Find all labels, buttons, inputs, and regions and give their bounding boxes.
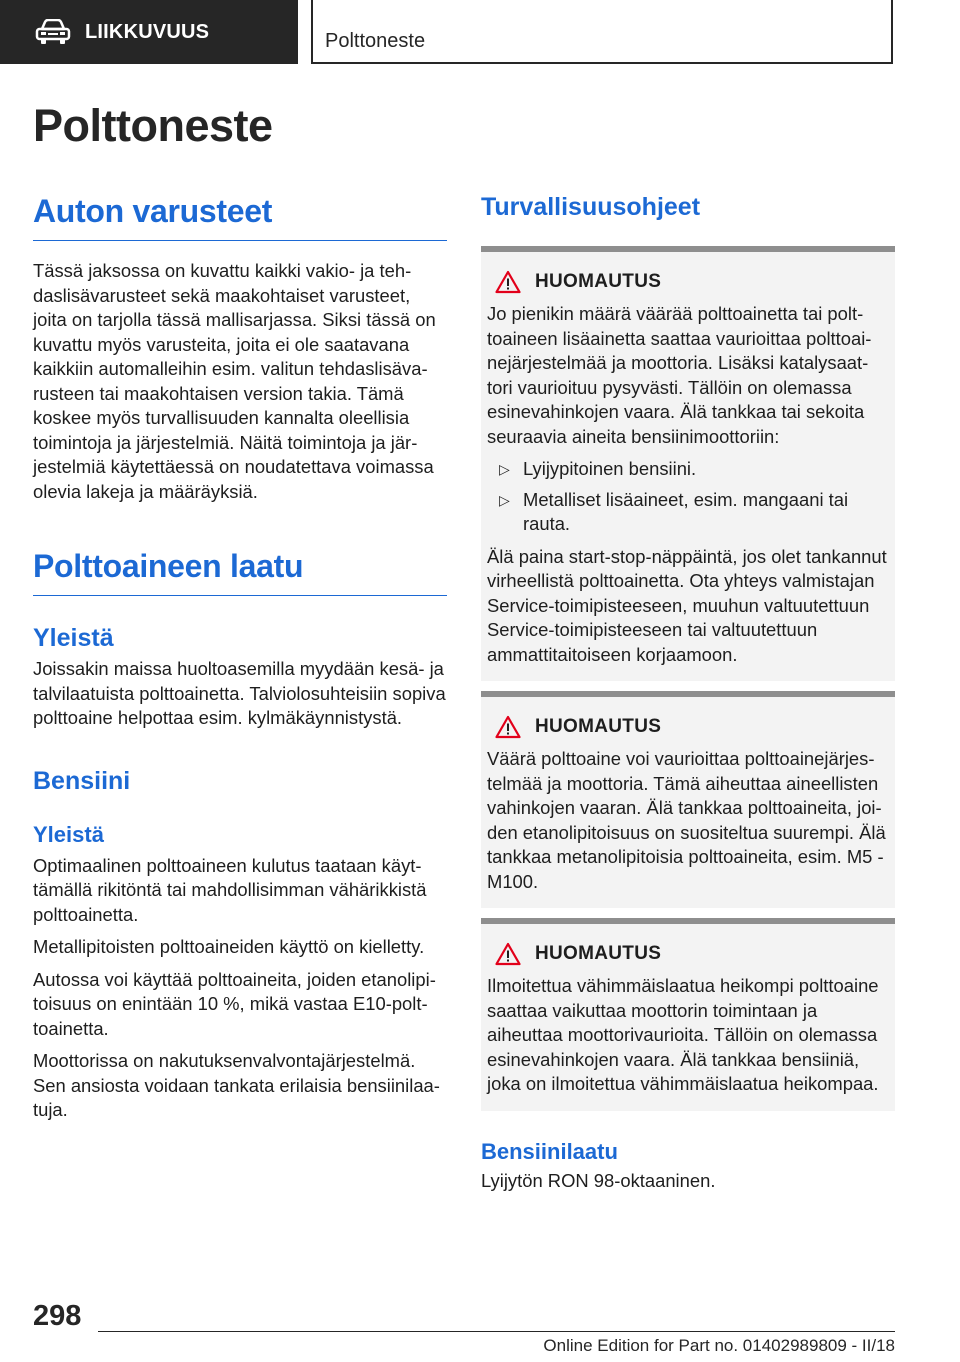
warning-icon: [495, 270, 521, 294]
notice-header: [487, 270, 887, 294]
page-title: Polttoneste: [33, 100, 273, 151]
heading-yleista: Yleistä: [33, 624, 114, 652]
page-number: 298: [33, 1300, 82, 1332]
heading-polttoaineen-laatu: Polttoaineen laatu: [33, 548, 447, 596]
triangle-bullet-icon: ▷: [499, 461, 510, 477]
notice-label: HUOMAUTUS: [535, 271, 662, 292]
notice-box: [481, 691, 895, 908]
bullet-list: [487, 457, 887, 537]
page-footer: [0, 1300, 960, 1362]
notice-header: [487, 942, 887, 966]
notice-text: Ilmoitettua vähimmäislaatua heikompi polttoaine saattaa vaikuttaa moottorin toimintaan ja aiheuttaa moottorivaurioita. Tällöin on olemassa esinevahinkojen vaara. Älä tankkaa bensiiniä, joka on ilmoitettua vähimmäislaatua heikompaa.: [487, 975, 879, 1094]
paragraph-yleista: Joissakin maissa huoltoasemilla myydään kesä- ja talvilaatuista polttoainetta. Talviolosuhteisiin sopiva polttoaine helpottaa esim. kylmäkäynnistystä.: [33, 658, 446, 728]
paragraph-bensiini-2: Metallipitoisten polttoaineiden käyttö on kielletty.: [33, 936, 425, 957]
breadcrumb: [311, 0, 893, 64]
notice-text-after: Älä paina start-stop-näppäintä, jos olet tankannut virheellistä polttoainetta. Ota yhteys valmistajan Service-toimipisteeseen, muuhun valtuutettuun Service-toimipisteeseen tai valtuutettuun ammattitaitoiseen korjaamoon.: [487, 545, 887, 665]
list-item-text: Lyijypitoinen bensiini.: [523, 458, 697, 479]
notice-label: HUOMAUTUS: [535, 716, 662, 737]
triangle-bullet-icon: ▷: [499, 491, 510, 508]
notice-text: Väärä polttoaine voi vaurioittaa polttoainejärjestelmää ja moottoria. Tämä aiheuttaa aineellisten vahinkojen vaaran. Älä tankkaa polttoaineita, joiden etanolipitoisuus on suositeltua suurempi. Älä tankkaa metanolipitoisia polttoaineita, esim. M5 - M100.: [487, 748, 886, 892]
notice-box: [481, 246, 895, 681]
heading-turvallisuusohjeet: Turvallisuusohjeet: [481, 193, 701, 221]
notice-text: Jo pienikin määrä väärää polttoainetta tai polttoaineen lisäainetta saattaa vaurioittaa polttoainejärjestelmää ja moottoria. Lisäksi katalysaattori vaurioituu pysyvästi. Tällöin on olemassa esinevahinkojen vaara. Älä tankkaa tai sekoita seuraavia aineita bensiinimoottoriin:: [487, 303, 872, 447]
warning-icon: [495, 942, 521, 966]
notice-box: [481, 918, 895, 1111]
list-item-text: Metalliset lisäaineet, esim. mangaani tai rauta.: [523, 488, 849, 534]
breadcrumb-title: Polttoneste: [325, 30, 426, 52]
paragraph-bensiini-4: Moottorissa on nakutuksenvalvontajärjestelmä. Sen ansiosta voidaan tankata erilaisia bensiinilaatuja.: [33, 1050, 440, 1120]
heading-bensiinilaatu: Bensiinilaatu: [481, 1138, 618, 1164]
paragraph-varusteet: Tässä jaksossa on kuvattu kaikki vakio- ja tehdaslisävarusteet sekä maakohtaiset varusteet, joita on tarjolla tässä mallisarjassa. Siksi tässä on kuvattu myös varusteita, joita ei ole saatavana kaikkiin automalleihin esim. valitun tehdaslisävarusteen tai maakohtaisen version takia. Tämä koskee myös turvallisuuden kannalta oleellisia toimintoja ja järjestelmiä. Näitä toimintoja ja järjestelmiä käytettäessä on noudatettava voimassa olevia lakeja ja määräyksiä.: [33, 260, 436, 502]
edition-text: Online Edition for Part no. 01402989809 - II/18: [543, 1336, 895, 1355]
notice-header: [487, 715, 887, 739]
warning-icon: [495, 715, 521, 739]
list-item: [487, 457, 887, 482]
left-column: [33, 193, 447, 1123]
section-tab: [0, 0, 298, 64]
right-column: [481, 193, 895, 1193]
page-header: [0, 0, 960, 66]
heading-auton-varusteet: Auton varusteet: [33, 193, 447, 241]
paragraph-bensiinilaatu: Lyijytön RON 98-oktaaninen.: [481, 1169, 716, 1191]
car-icon: [35, 19, 71, 45]
paragraph-bensiini-1: Optimaalinen polttoaineen kulutus taataan käyttämällä rikitöntä tai mahdollisimman vähärikkistä polttoainetta.: [33, 854, 427, 925]
footer-divider: [98, 1331, 895, 1332]
heading-bensiini: Bensiini: [33, 766, 131, 795]
paragraph-bensiini-3: Autossa voi käyttää polttoaineita, joiden etanolipitoisuus on enintään 10 %, mikä vastaa E10-polttoainetta.: [33, 968, 436, 1039]
list-item: [487, 488, 887, 537]
section-name: LIIKKUVUUS: [85, 20, 210, 43]
notice-label: HUOMAUTUS: [535, 943, 662, 964]
heading-bensiini-yleista: Yleistä: [33, 821, 104, 847]
